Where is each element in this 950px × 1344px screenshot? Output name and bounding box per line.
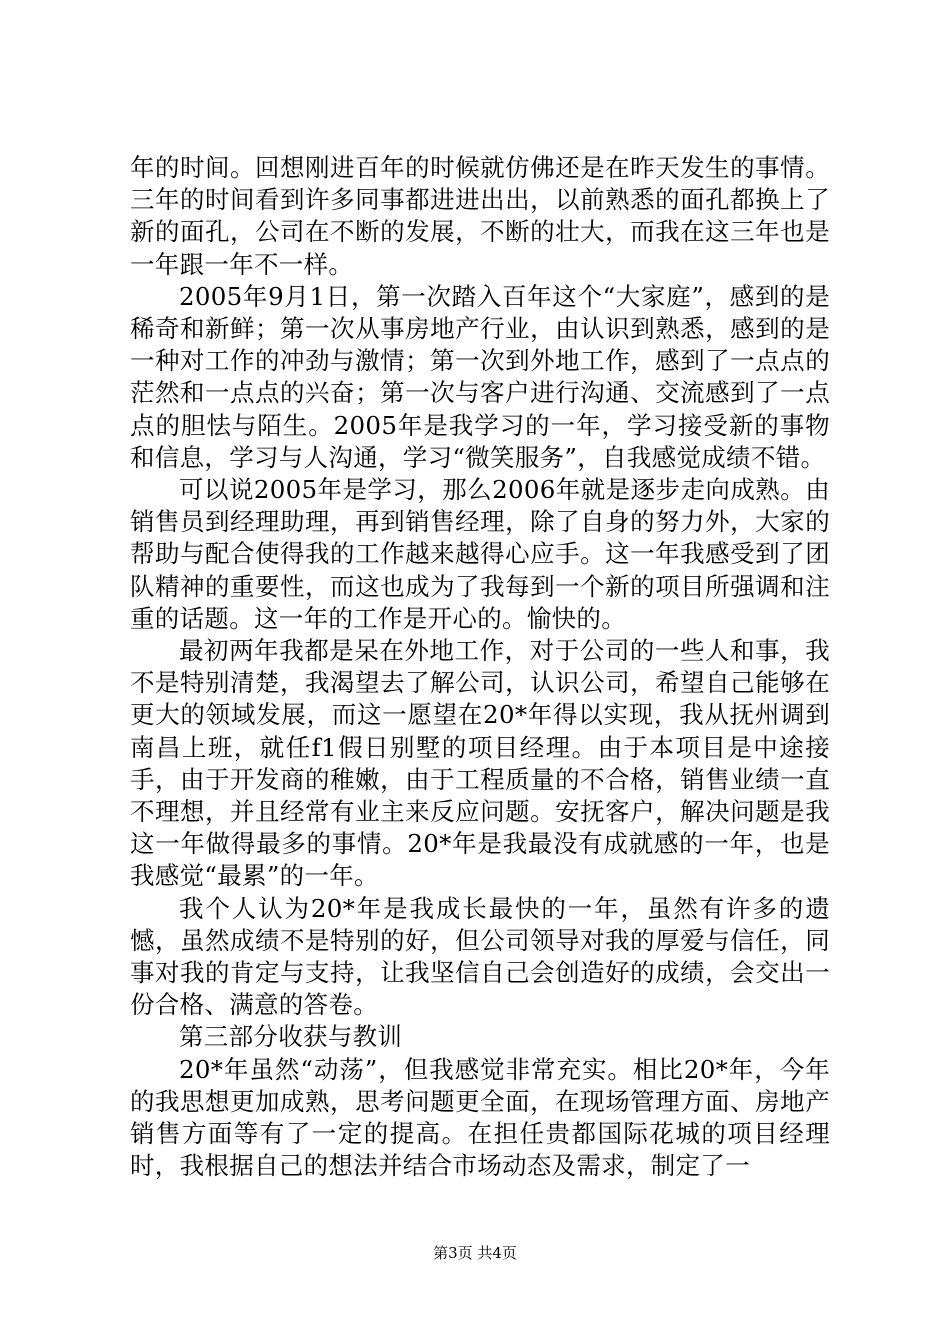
page-number-footer: 第3页 共4页 bbox=[433, 1244, 517, 1262]
paragraph-3: 可以说2005年是学习，那么2006年就是逐步走向成熟。由销售员到经理助理，再到销售经理，除了自身的努力外，大家的帮助与配合使得我的工作越来越得心应手。这一年我感受到了团队精神的重要性，而这也成为了我每到一个新的项目所强调和注重的话题。这一年的工作是开心的。愉快的。 bbox=[130, 475, 830, 633]
section-heading: 第三部分收获与教训 bbox=[179, 1022, 403, 1052]
paragraph-4: 最初两年我都是呆在外地工作，对于公司的一些人和事，我不是特别清楚，我渴望去了解公司，认识公司，希望自己能够在更大的领域发展，而这一愿望在20*年得以实现，我从抚州调到南昌上班，就任f1假日别墅的项目经理。由于本项目是中途接手，由于开发商的稚嫩，由于工程质量的不合格，销售业绩一直不理想，并且经常有业主来反应问题。安抚客户，解决问题是我这一年做得最多的事情。20*年是我最没有成就感的一年，也是我感觉“最累”的一年。 bbox=[130, 636, 830, 891]
body-text bbox=[130, 152, 830, 1183]
paragraph-6: 20*年虽然“动荡”，但我感觉非常充实。相比20*年，今年的我思想更加成熟，思考问题更全面，在现场管理方面、房地产销售方面等有了一定的提高。在担任贵都国际花城的项目经理时，我根据自己的想法并结合市场动态及需求，制定了一 bbox=[130, 1054, 830, 1181]
paragraph-1: 年的时间。回想刚进百年的时候就仿佛还是在昨天发生的事情。三年的时间看到许多同事都进进出出，以前熟悉的面孔都换上了新的面孔，公司在不断的发展，不断的壮大，而我在这三年也是一年跟一年不一样。 bbox=[130, 153, 830, 279]
paragraph-2: 2005年9月1日，第一次踏入百年这个“大家庭”，感到的是稀奇和新鲜；第一次从事房地产行业，由认识到熟悉，感到的是一种对工作的冲劲与激情；第一次到外地工作，感到了一点点的茫然和一点点的兴奋；第一次与客户进行沟通、交流感到了一点点的胆怯与陌生。2005年是我学习的一年，学习接受新的事物和信息，学习与人沟通，学习“微笑服务”，自我感觉成绩不错。 bbox=[130, 281, 830, 472]
paragraph-5: 我个人认为20*年是我成长最快的一年，虽然有许多的遗憾，虽然成绩不是特别的好，但公司领导对我的厚爱与信任，同事对我的肯定与支持，让我坚信自己会创造好的成绩，会交出一份合格、满意的答卷。 bbox=[130, 893, 830, 1020]
